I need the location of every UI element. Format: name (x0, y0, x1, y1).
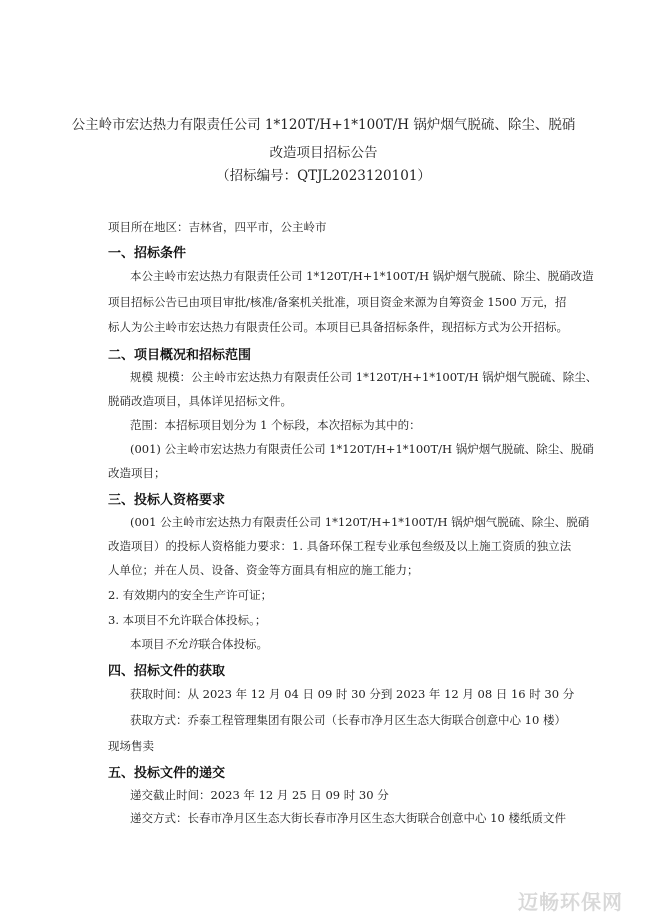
s3-no-consortium: 3. 本项目不允许联合体投标。； (108, 613, 267, 627)
s1-para-line-2: 项目招标公告已由项目审批/核准/备案机关批准，项目资金来源为自筹资金 1500 万元，招 (108, 295, 567, 309)
s5-method (130, 810, 566, 826)
s5-method-label: 递交方式： (130, 811, 188, 825)
section-1-heading: 一、招标条件 (108, 246, 187, 261)
s2-scale-line-1: 规模 规模：公主岭市宏达热力有限责任公司 1*120T/H+1*100T/H 锅炉烟气脱硫、除尘、 (130, 370, 598, 384)
s4-method (130, 712, 566, 728)
s5-deadline-label: 递交截止时间： (130, 788, 211, 802)
s1-para-line-3: 标人为公主岭市宏达热力有限责任公司。本项目已具备招标条件，现招标方式为公开招标。 (108, 320, 568, 334)
s4-time-value: 从 2023 年 12 月 04 日 09 时 30 分到 2023 年 12 月 08 日 16 时 30 分 (187, 687, 575, 701)
section-5-heading: 五、投标文件的递交 (108, 766, 226, 781)
project-location: 项目所在地区：吉林省，四平市，公主岭市 (108, 220, 327, 234)
section-3-heading: 三、投标人资格要求 (108, 493, 226, 508)
s3-req-line-1: (001 公主岭市宏达热力有限责任公司 1*120T/H+1*100T/H 锅炉烟气脱硫、除尘、脱硝 (130, 515, 590, 529)
s5-deadline-value: 2023 年 12 月 25 日 09 时 30 分 (210, 788, 389, 802)
s2-lot-line-1: (001) 公主岭市宏达热力有限责任公司 1*120T/H+1*100T/H 锅炉烟气脱硫、除尘、脱硝 (130, 442, 594, 456)
s2-lot-line-2: 改造项目； (108, 466, 166, 480)
s5-method-value: 长春市净月区生态大街长春市净月区生态大街联合创意中心 10 楼纸质文件 (187, 811, 566, 825)
section-2-heading: 二、项目概况和招标范围 (108, 348, 252, 363)
s4-method-cont: 现场售卖 (108, 739, 154, 753)
site-watermark: 迈畅环保网 (518, 890, 623, 914)
s4-method-value: 乔泰工程管理集团有限公司（长春市净月区生态大街联合创意中心 10 楼） (187, 713, 566, 727)
s3-consortium-note (130, 636, 268, 652)
s3-safety-license: 2. 有效期内的安全生产许可证； (108, 588, 273, 602)
tender-code: （招标编号：QTJL2023120101） (216, 168, 431, 184)
s2-scope: 范围：本招标项目划分为 1 个标段，本次招标为其中的： (130, 418, 421, 432)
s4-time (130, 686, 574, 702)
s4-time-label: 获取时间： (130, 687, 188, 701)
s3-note-suffix: 联合体投标。 (199, 637, 268, 651)
s1-para-line-1: 本公主岭市宏达热力有限责任公司 1*120T/H+1*100T/H 锅炉烟气脱硫、除尘、脱硝改造 (130, 269, 594, 283)
section-4-heading: 四、招标文件的获取 (108, 664, 226, 679)
title-line-1: 公主岭市宏达热力有限责任公司 1*120T/H+1*100T/H 锅炉烟气脱硫、除尘、脱硝 (71, 117, 576, 133)
title-line-2: 改造项目招标公告 (269, 145, 378, 161)
s3-req-line-2: 改造项目）的投标人资格能力要求：1. 具备环保工程专业承包叁级及以上施工资质的独立法 (108, 539, 572, 553)
s2-scale-line-2: 脱硝改造项目，具体详见招标文件。 (108, 394, 292, 408)
s3-note-prefix: 本项目 (130, 637, 165, 651)
s4-method-label: 获取方式： (130, 713, 188, 727)
s3-note-italic: 不允许 (164, 637, 199, 651)
s3-req-line-3: 人单位；并在人员、设备、资金等方面具有相应的施工能力； (108, 563, 419, 577)
s5-deadline (130, 787, 389, 803)
